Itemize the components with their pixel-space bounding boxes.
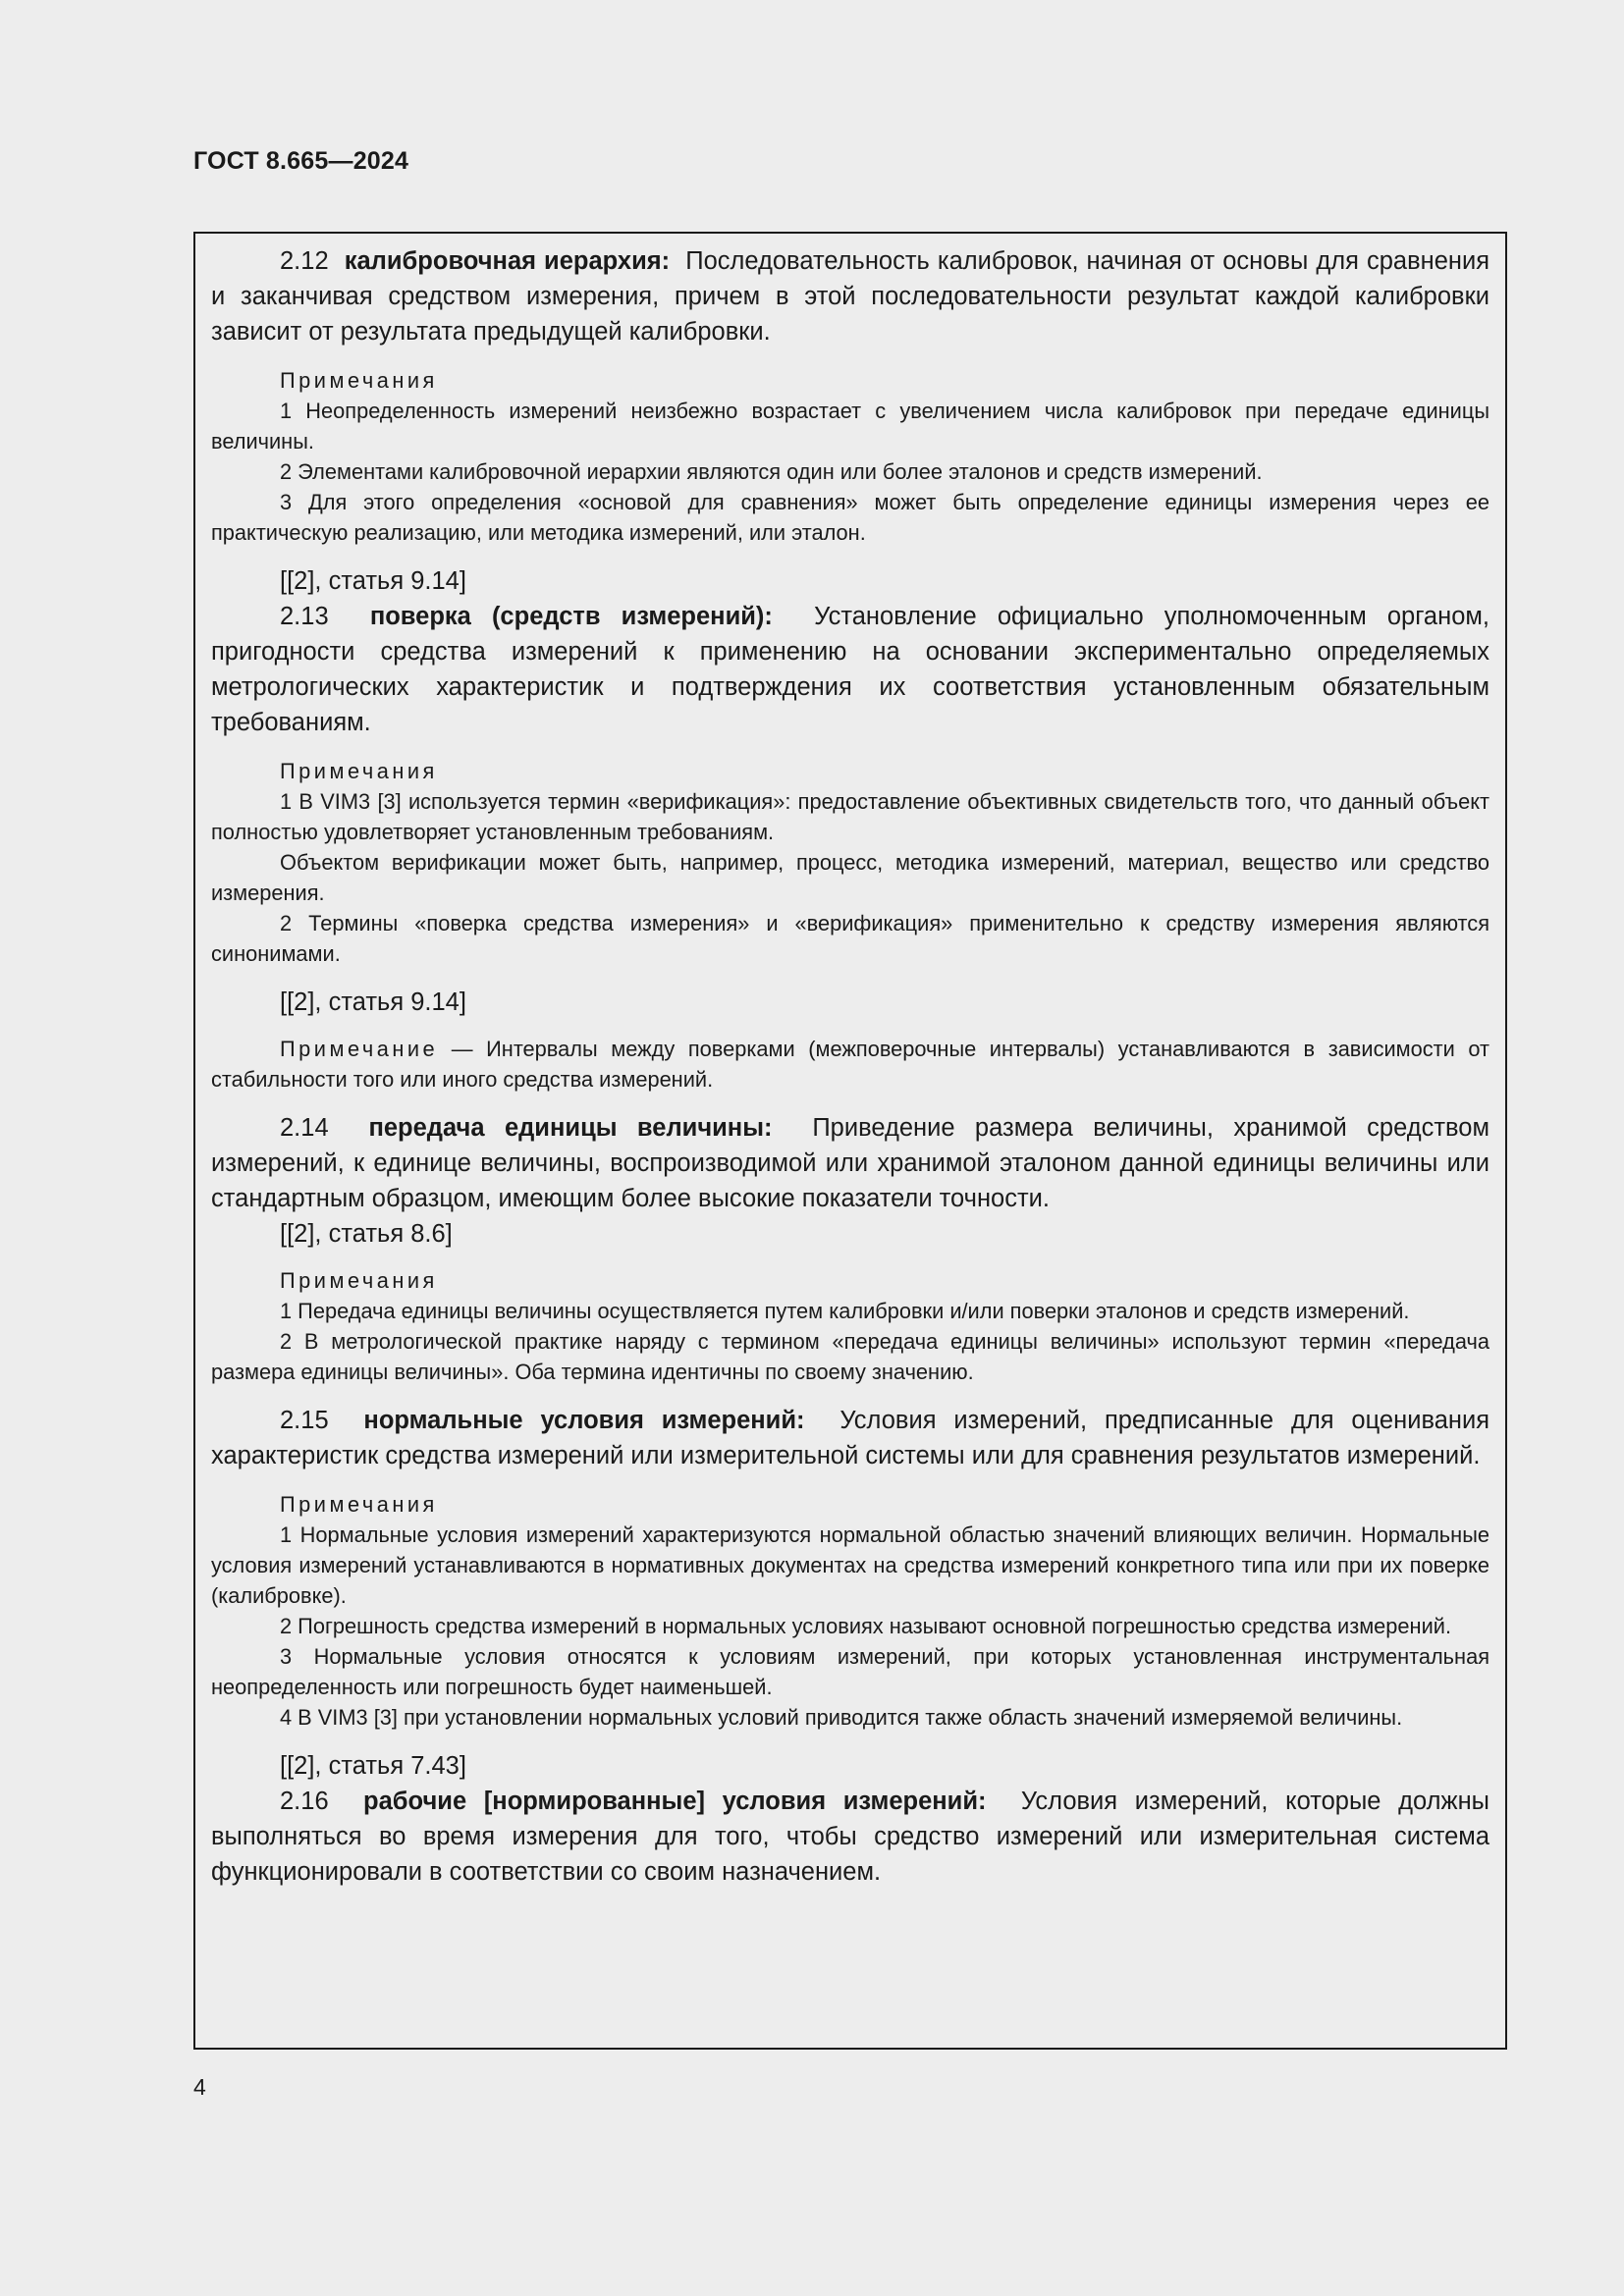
term-definition: Условия измерений, которые должны выполняться во время измерения для того, чтобы средство измерений или измерительная система функционировали в соответствии со своим назначением.	[211, 1788, 1489, 1886]
page-number: 4	[193, 2074, 206, 2100]
term-2-16	[211, 1784, 1489, 1890]
note: Объектом верификации может быть, например, процесс, методика измерений, материал, вещество или средство измерения.	[211, 850, 1489, 905]
note: 3 Нормальные условия относятся к условиям измерений, при которых установленная инструментальная неопределенность или погрешность будет наименьшей.	[211, 1644, 1489, 1699]
notes-label: Примечания	[280, 1268, 438, 1293]
term-number: 2.14	[280, 1114, 329, 1142]
note: 3 Для этого определения «основой для сравнения» может быть определение единицы измерения через ее практическую реализацию, или методика измерений, или эталон.	[211, 490, 1489, 545]
source-reference: [[2], статья 9.14]	[280, 567, 466, 595]
note: 2 Погрешность средства измерений в нормальных условиях называют основной погрешностью средства измерений.	[280, 1614, 1451, 1638]
term-name: калибровочная иерархия:	[344, 247, 671, 275]
term-2-13	[211, 599, 1489, 740]
term-name: поверка (средств измерений):	[369, 603, 773, 630]
term-name: рабочие [нормированные] условия измерений:	[363, 1788, 987, 1815]
term-number: 2.13	[280, 603, 329, 630]
note: 4 В VIM3 [3] при установлении нормальных условий приводится также область значений измеряемой величины.	[280, 1705, 1403, 1730]
source-reference: [[2], статья 8.6]	[280, 1220, 453, 1248]
document-header: ГОСТ 8.665—2024	[193, 147, 409, 175]
note: 1 Передача единицы величины осуществляется путем калибровки и/или поверки эталонов и средств измерений.	[280, 1299, 1410, 1323]
term-2-15	[211, 1403, 1489, 1473]
note-text: — Интервалы между поверками (межповерочные интервалы) устанавливаются в зависимости от стабильности того или иного средства измерений.	[211, 1037, 1489, 1092]
term-definition: Приведение размера величины, хранимой средством измерений, к единице величины, воспроизводимой или хранимой эталоном данной единицы величины или стандартным образцом, имеющим более высокие показатели точности.	[211, 1114, 1489, 1212]
note: 2 В метрологической практике наряду с термином «передача единицы величины» используют термин «передача размера единицы величины». Оба термина идентичны по своему значению.	[211, 1329, 1489, 1384]
term-definition: Последовательность калибровок, начиная от основы для сравнения и заканчивая средством измерения, причем в этой последовательности результат каждой калибровки зависит от результата предыдущей калибровки.	[211, 247, 1490, 346]
note: 2 Элементами калибровочной иерархии являются один или более эталонов и средств измерений.	[280, 459, 1263, 484]
note-label: Примечание	[280, 1037, 439, 1061]
source-reference: [[2], статья 9.14]	[280, 988, 466, 1016]
term-number: 2.15	[280, 1407, 329, 1434]
note: 2 Термины «поверка средства измерения» и «верификация» применительно к средству измерения являются синонимами.	[211, 911, 1489, 966]
term-2-14	[211, 1110, 1489, 1216]
notes-label: Примечания	[280, 1492, 438, 1517]
term-number: 2.12	[280, 247, 329, 275]
term-number: 2.16	[280, 1788, 329, 1815]
term-name: передача единицы величины:	[368, 1114, 773, 1142]
source-reference: [[2], статья 7.43]	[280, 1752, 466, 1780]
note: 1 Нормальные условия измерений характеризуются нормальной областью значений влияющих величин. Нормальные условия измерений устанавливаются в нормативных документах на средства измерений конкретного типа или при их поверке (калибровке).	[211, 1522, 1489, 1608]
term-definition: Установление официально уполномоченным органом, пригодности средства измерений к применению на основании экспериментально определяемых метрологических характеристик и подтверждения их соответствия установленным обязательным требованиям.	[211, 603, 1489, 736]
notes-label: Примечания	[280, 759, 438, 783]
notes-label: Примечания	[280, 368, 438, 393]
term-2-12	[211, 243, 1489, 349]
term-definition: Условия измерений, предписанные для оценивания характеристик средства измерений или измерительной системы или для сравнения результатов измерений.	[211, 1407, 1490, 1469]
term-name: нормальные условия измерений:	[363, 1407, 805, 1434]
note: 1 Неопределенность измерений неизбежно возрастает с увеличением числа калибровок при передаче единицы величины.	[211, 399, 1489, 454]
note: 1 В VIM3 [3] используется термин «верификация»: предоставление объективных свидетельств того, что данный объект полностью удовлетворяет установленным требованиям.	[211, 789, 1489, 844]
single-note	[211, 1034, 1489, 1095]
terms-frame	[193, 232, 1507, 2050]
